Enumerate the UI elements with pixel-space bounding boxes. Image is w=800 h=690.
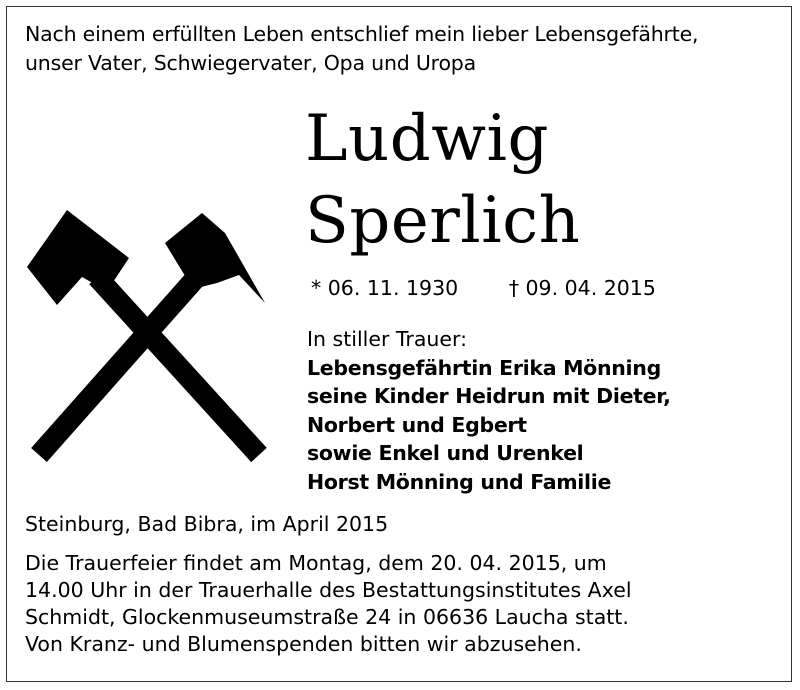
service-line: Die Trauerfeier findet am Montag, dem 20. 04. 2015, um (25, 551, 607, 575)
last-name: Sperlich (305, 184, 581, 258)
intro-text (25, 20, 785, 78)
death-date: † 09. 04. 2015 (508, 276, 656, 300)
intro-line: unser Vater, Schwiegervater, Opa und Uropa (25, 51, 476, 75)
birth-date: * 06. 11. 1930 (311, 276, 459, 300)
intro-line: Nach einem erfüllten Leben entschlief mein lieber Lebensgefährte, (25, 22, 699, 46)
service-line: Schmidt, Glockenmuseumstraße 24 in 06636 Laucha statt. (25, 605, 629, 629)
service-line: 14.00 Uhr in der Trauerhalle des Bestattungsinstitutes Axel (25, 578, 632, 602)
mourners-heading: In stiller Trauer: (307, 327, 467, 351)
first-name: Ludwig (305, 102, 549, 176)
mourner-line: Lebensgefährtin Erika Mönning (307, 355, 661, 380)
life-dates (311, 273, 656, 303)
mourner-line: Norbert und Egbert (307, 412, 527, 437)
mourners-block (307, 325, 671, 496)
place-date: Steinburg, Bad Bibra, im April 2015 (25, 512, 389, 536)
service-line: Von Kranz- und Blumenspenden bitten wir abzusehen. (25, 632, 582, 656)
mourner-line: sowie Enkel und Urenkel (307, 441, 584, 465)
crossed-hammers-icon (27, 205, 269, 463)
mourner-line: seine Kinder Heidrun mit Dieter, (307, 384, 671, 408)
mourner-line: Horst Mönning und Familie (307, 469, 612, 494)
service-info (25, 550, 785, 658)
